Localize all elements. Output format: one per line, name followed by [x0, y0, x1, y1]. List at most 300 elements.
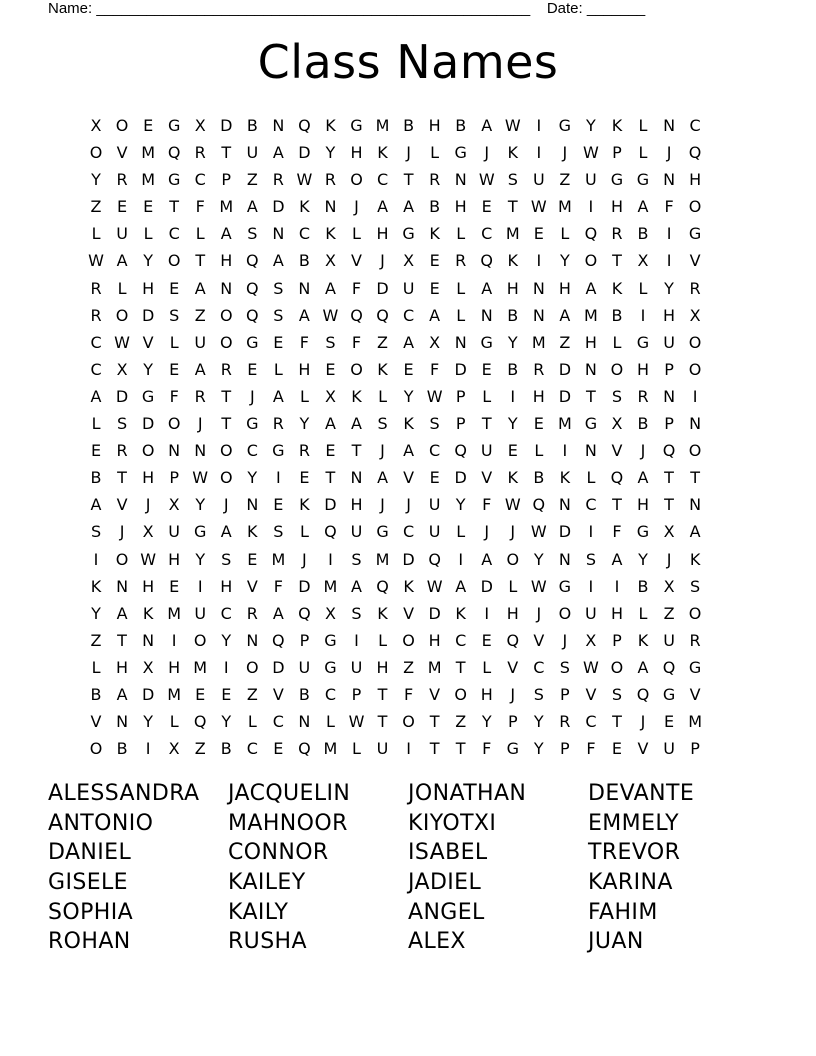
grid-letter[interactable]: E — [117, 197, 128, 217]
grid-letter[interactable]: N — [584, 359, 597, 379]
grid-letter[interactable]: N — [454, 332, 467, 352]
grid-letter[interactable]: E — [325, 441, 336, 461]
grid-letter[interactable]: F — [351, 332, 362, 352]
grid-letter[interactable]: T — [377, 684, 388, 704]
grid-letter[interactable]: V — [507, 657, 519, 677]
grid-letter[interactable]: C — [324, 684, 337, 704]
grid-letter[interactable]: P — [560, 739, 570, 759]
grid-letter[interactable]: H — [480, 684, 493, 704]
grid-letter[interactable]: W — [140, 549, 157, 569]
grid-letter[interactable]: B — [637, 414, 649, 434]
grid-letter[interactable]: B — [429, 197, 441, 217]
grid-letter[interactable]: U — [532, 170, 545, 190]
grid-letter[interactable]: R — [220, 359, 232, 379]
grid-letter[interactable]: J — [562, 143, 568, 163]
grid-letter[interactable]: Y — [533, 739, 544, 759]
grid-letter[interactable]: G — [246, 414, 259, 434]
grid-letter[interactable]: L — [195, 224, 205, 244]
grid-letter[interactable]: T — [612, 712, 622, 732]
grid-letter[interactable]: O — [558, 603, 572, 623]
grid-letter[interactable]: L — [456, 224, 466, 244]
grid-letter[interactable]: J — [302, 549, 307, 569]
grid-letter[interactable]: D — [454, 359, 467, 379]
grid-letter[interactable]: Q — [193, 712, 207, 732]
grid-letter[interactable]: I — [692, 386, 698, 406]
grid-letter[interactable]: Q — [688, 143, 702, 163]
grid-letter[interactable]: B — [298, 251, 310, 271]
grid-letter[interactable]: U — [480, 441, 493, 461]
grid-letter[interactable]: E — [273, 332, 284, 352]
grid-letter[interactable]: M — [375, 549, 390, 569]
grid-letter[interactable]: A — [637, 197, 649, 217]
grid-letter[interactable]: I — [666, 224, 672, 244]
grid-letter[interactable]: O — [219, 305, 233, 325]
grid-letter[interactable]: K — [299, 197, 310, 217]
grid-letter[interactable]: O — [167, 251, 181, 271]
grid-letter[interactable]: V — [689, 684, 701, 704]
grid-letter[interactable]: E — [403, 359, 414, 379]
grid-letter[interactable]: U — [246, 143, 259, 163]
grid-letter[interactable]: P — [664, 359, 674, 379]
grid-letter[interactable]: H — [506, 603, 519, 623]
grid-letter[interactable]: O — [115, 116, 129, 135]
grid-letter[interactable]: J — [249, 386, 255, 406]
grid-letter[interactable]: C — [455, 630, 467, 650]
grid-letter[interactable]: I — [588, 576, 594, 596]
grid-letter[interactable]: F — [664, 197, 674, 217]
grid-letter[interactable]: O — [219, 332, 233, 352]
grid-letter[interactable]: X — [429, 332, 441, 352]
grid-letter[interactable]: U — [663, 332, 675, 352]
date-blank[interactable]: _______ — [586, 0, 646, 17]
grid-letter[interactable]: U — [585, 170, 597, 190]
grid-letter[interactable]: Z — [455, 712, 467, 732]
grid-letter[interactable]: Q — [662, 657, 676, 677]
grid-letter[interactable]: Q — [376, 576, 389, 596]
grid-letter[interactable]: J — [145, 495, 151, 515]
grid-letter[interactable]: A — [298, 305, 310, 325]
grid-letter[interactable]: E — [90, 441, 102, 461]
grid-letter[interactable]: D — [480, 576, 493, 596]
grid-letter[interactable]: E — [169, 359, 180, 379]
grid-letter[interactable]: G — [324, 657, 337, 677]
grid-letter[interactable]: C — [376, 170, 389, 190]
grid-letter[interactable]: C — [298, 224, 310, 244]
grid-letter[interactable]: H — [298, 359, 311, 379]
grid-letter[interactable]: H — [428, 116, 441, 135]
grid-letter[interactable]: L — [482, 657, 492, 677]
grid-letter[interactable]: L — [638, 603, 648, 623]
grid-letter[interactable]: T — [221, 143, 232, 163]
grid-letter[interactable]: X — [194, 116, 206, 135]
grid-letter[interactable]: Y — [533, 712, 544, 732]
grid-letter[interactable]: O — [402, 712, 415, 732]
grid-letter[interactable]: U — [194, 603, 207, 623]
grid-letter[interactable]: H — [116, 657, 129, 677]
grid-letter[interactable]: A — [429, 305, 441, 325]
grid-letter[interactable]: H — [376, 657, 389, 677]
grid-letter[interactable]: O — [350, 359, 363, 379]
grid-letter[interactable]: S — [533, 684, 544, 704]
grid-letter[interactable]: A — [272, 143, 284, 163]
grid-letter[interactable]: D — [558, 359, 572, 379]
grid-letter[interactable]: N — [246, 495, 259, 515]
grid-letter[interactable]: K — [325, 116, 336, 135]
grid-letter[interactable]: T — [664, 495, 674, 515]
grid-letter[interactable]: V — [246, 576, 258, 596]
grid-letter[interactable]: D — [402, 549, 415, 569]
grid-letter[interactable]: Q — [662, 441, 676, 461]
grid-letter[interactable]: G — [558, 116, 572, 135]
grid-letter[interactable]: T — [377, 712, 388, 732]
grid-letter[interactable]: W — [426, 576, 443, 596]
grid-letter[interactable]: X — [611, 414, 623, 434]
grid-letter[interactable]: N — [532, 305, 545, 325]
grid-letter[interactable]: C — [246, 441, 258, 461]
grid-letter[interactable]: E — [273, 739, 284, 759]
grid-letter[interactable]: J — [484, 522, 490, 542]
grid-letter[interactable]: C — [194, 170, 206, 190]
grid-letter[interactable]: V — [403, 468, 415, 488]
grid-letter[interactable]: Y — [664, 278, 674, 298]
grid-letter[interactable]: E — [195, 684, 206, 704]
grid-letter[interactable]: G — [194, 522, 207, 542]
grid-letter[interactable]: G — [376, 522, 389, 542]
grid-letter[interactable]: B — [220, 739, 232, 759]
grid-letter[interactable]: A — [324, 278, 336, 298]
grid-letter[interactable]: N — [194, 441, 207, 461]
grid-letter[interactable]: M — [141, 143, 156, 163]
grid-letter[interactable]: X — [90, 116, 102, 135]
grid-letter[interactable]: Z — [90, 197, 102, 217]
grid-letter[interactable]: O — [688, 332, 702, 352]
grid-letter[interactable]: R — [194, 386, 206, 406]
grid-letter[interactable]: Q — [610, 468, 624, 488]
grid-letter[interactable]: Y — [507, 414, 518, 434]
grid-letter[interactable]: N — [689, 495, 702, 515]
grid-letter[interactable]: I — [458, 549, 464, 569]
grid-letter[interactable]: P — [299, 630, 310, 650]
grid-letter[interactable]: K — [507, 143, 519, 163]
grid-letter[interactable]: F — [403, 684, 414, 704]
grid-letter[interactable]: W — [114, 332, 130, 352]
grid-letter[interactable]: R — [689, 278, 701, 298]
grid-letter[interactable]: O — [246, 657, 259, 677]
grid-letter[interactable]: J — [484, 143, 490, 163]
grid-letter[interactable]: E — [169, 576, 180, 596]
grid-letter[interactable]: G — [558, 576, 572, 596]
grid-letter[interactable]: T — [455, 739, 466, 759]
grid-letter[interactable]: M — [167, 603, 182, 623]
grid-letter[interactable]: C — [403, 522, 415, 542]
grid-letter[interactable]: Z — [559, 170, 571, 190]
grid-letter[interactable]: G — [584, 414, 598, 434]
grid-letter[interactable]: T — [690, 468, 700, 488]
grid-letter[interactable]: E — [143, 197, 154, 217]
grid-letter[interactable]: N — [220, 278, 233, 298]
grid-letter[interactable]: O — [89, 739, 103, 759]
grid-letter[interactable]: C — [403, 305, 415, 325]
grid-letter[interactable]: L — [586, 468, 596, 488]
grid-letter[interactable]: K — [299, 495, 310, 515]
grid-letter[interactable]: B — [637, 224, 649, 244]
grid-letter[interactable]: U — [350, 657, 363, 677]
grid-letter[interactable]: K — [611, 278, 623, 298]
grid-letter[interactable]: E — [325, 359, 336, 379]
grid-letter[interactable]: F — [273, 576, 283, 596]
grid-letter[interactable]: I — [588, 522, 594, 542]
grid-letter[interactable]: B — [403, 116, 415, 135]
grid-letter[interactable]: N — [663, 170, 676, 190]
grid-letter[interactable]: T — [169, 197, 180, 217]
grid-letter[interactable]: W — [530, 522, 547, 542]
grid-letter[interactable]: A — [116, 603, 128, 623]
grid-letter[interactable]: F — [299, 332, 309, 352]
grid-letter[interactable]: R — [559, 712, 571, 732]
grid-letter[interactable]: E — [299, 468, 310, 488]
grid-letter[interactable]: N — [350, 468, 363, 488]
grid-letter[interactable]: Y — [638, 549, 648, 569]
grid-letter[interactable]: L — [456, 278, 466, 298]
grid-letter[interactable]: I — [93, 549, 99, 569]
grid-letter[interactable]: K — [507, 468, 519, 488]
grid-letter[interactable]: I — [536, 116, 542, 135]
grid-letter[interactable]: N — [272, 224, 285, 244]
grid-letter[interactable]: Y — [559, 251, 570, 271]
grid-letter[interactable]: X — [403, 251, 415, 271]
grid-letter[interactable]: B — [455, 116, 467, 135]
grid-letter[interactable]: W — [296, 170, 313, 190]
grid-letter[interactable]: P — [455, 414, 466, 434]
grid-letter[interactable]: C — [689, 116, 701, 135]
grid-letter[interactable]: E — [481, 359, 492, 379]
grid-letter[interactable]: D — [558, 522, 572, 542]
grid-letter[interactable]: K — [90, 576, 102, 596]
grid-letter[interactable]: M — [141, 170, 156, 190]
grid-letter[interactable]: I — [666, 251, 672, 271]
grid-letter[interactable]: C — [220, 603, 232, 623]
grid-letter[interactable]: S — [169, 305, 180, 325]
grid-letter[interactable]: T — [325, 468, 336, 488]
grid-letter[interactable]: T — [455, 657, 466, 677]
grid-letter[interactable]: V — [403, 603, 415, 623]
grid-letter[interactable]: W — [322, 305, 339, 325]
grid-letter[interactable]: A — [194, 278, 206, 298]
grid-letter[interactable]: U — [428, 522, 441, 542]
grid-letter[interactable]: T — [481, 414, 492, 434]
grid-letter[interactable]: N — [168, 441, 181, 461]
grid-letter[interactable]: K — [377, 603, 388, 623]
grid-letter[interactable]: X — [637, 251, 649, 271]
grid-letter[interactable]: H — [636, 359, 650, 379]
grid-letter[interactable]: W — [504, 495, 521, 515]
grid-letter[interactable]: G — [272, 441, 285, 461]
grid-letter[interactable]: A — [272, 251, 284, 271]
grid-letter[interactable]: J — [406, 143, 411, 163]
grid-letter[interactable]: Y — [195, 495, 206, 515]
grid-letter[interactable]: N — [116, 712, 129, 732]
grid-letter[interactable]: G — [324, 630, 337, 650]
grid-letter[interactable]: O — [454, 684, 467, 704]
grid-letter[interactable]: D — [141, 684, 155, 704]
grid-letter[interactable]: G — [506, 739, 519, 759]
grid-letter[interactable]: S — [559, 657, 570, 677]
grid-letter[interactable]: C — [585, 712, 597, 732]
grid-letter[interactable]: H — [168, 657, 181, 677]
grid-letter[interactable]: T — [507, 197, 518, 217]
grid-letter[interactable]: U — [350, 522, 363, 542]
grid-letter[interactable]: O — [141, 441, 155, 461]
grid-letter[interactable]: I — [536, 143, 542, 163]
grid-letter[interactable]: V — [611, 441, 623, 461]
grid-letter[interactable]: O — [219, 468, 233, 488]
grid-letter[interactable]: I — [223, 657, 229, 677]
grid-letter[interactable]: L — [638, 116, 648, 135]
grid-letter[interactable]: M — [323, 739, 338, 759]
grid-letter[interactable]: T — [221, 386, 232, 406]
grid-letter[interactable]: W — [88, 251, 104, 271]
grid-letter[interactable]: A — [377, 468, 389, 488]
grid-letter[interactable]: H — [636, 495, 650, 515]
grid-letter[interactable]: J — [197, 414, 203, 434]
grid-letter[interactable]: Y — [91, 170, 101, 190]
grid-letter[interactable]: M — [323, 576, 338, 596]
grid-letter[interactable]: L — [456, 305, 466, 325]
grid-letter[interactable]: C — [168, 224, 180, 244]
grid-letter[interactable]: J — [406, 495, 411, 515]
grid-letter[interactable]: X — [689, 305, 701, 325]
grid-letter[interactable]: X — [142, 522, 154, 542]
grid-letter[interactable]: E — [429, 251, 440, 271]
grid-letter[interactable]: Y — [481, 712, 492, 732]
grid-letter[interactable]: B — [507, 305, 519, 325]
grid-letter[interactable]: U — [194, 332, 207, 352]
grid-letter[interactable]: E — [247, 549, 258, 569]
grid-letter[interactable]: J — [666, 143, 672, 163]
grid-letter[interactable]: Q — [584, 224, 598, 244]
grid-letter[interactable]: D — [272, 197, 285, 217]
grid-letter[interactable]: M — [375, 116, 390, 135]
grid-letter[interactable]: X — [168, 739, 180, 759]
grid-letter[interactable]: Q — [272, 630, 285, 650]
grid-letter[interactable]: V — [637, 739, 649, 759]
grid-letter[interactable]: K — [325, 224, 336, 244]
grid-letter[interactable]: T — [429, 712, 440, 732]
grid-letter[interactable]: N — [142, 630, 155, 650]
grid-letter[interactable]: G — [610, 170, 624, 190]
grid-letter[interactable]: E — [221, 684, 232, 704]
grid-letter[interactable]: Z — [246, 170, 258, 190]
grid-letter[interactable]: X — [142, 657, 154, 677]
grid-letter[interactable]: W — [530, 576, 547, 596]
grid-letter[interactable]: O — [688, 603, 702, 623]
grid-letter[interactable]: R — [298, 441, 310, 461]
grid-letter[interactable]: A — [481, 278, 493, 298]
grid-letter[interactable]: Q — [350, 305, 363, 325]
grid-letter[interactable]: Y — [299, 414, 310, 434]
grid-letter[interactable]: E — [169, 278, 180, 298]
grid-letter[interactable]: R — [429, 170, 441, 190]
grid-letter[interactable]: B — [116, 739, 128, 759]
grid-letter[interactable]: L — [91, 414, 101, 434]
grid-letter[interactable]: Y — [221, 712, 232, 732]
grid-letter[interactable]: S — [507, 170, 518, 190]
grid-letter[interactable]: K — [689, 549, 701, 569]
grid-letter[interactable]: V — [585, 684, 597, 704]
grid-letter[interactable]: E — [429, 468, 440, 488]
grid-letter[interactable]: E — [507, 441, 518, 461]
grid-letter[interactable]: P — [690, 739, 700, 759]
grid-letter[interactable]: M — [167, 684, 182, 704]
grid-letter[interactable]: Q — [324, 522, 337, 542]
grid-letter[interactable]: C — [429, 441, 441, 461]
grid-letter[interactable]: K — [455, 603, 466, 623]
grid-letter[interactable]: S — [90, 522, 102, 542]
grid-letter[interactable]: M — [219, 197, 234, 217]
grid-letter[interactable]: L — [638, 278, 648, 298]
grid-letter[interactable]: D — [376, 278, 389, 298]
grid-letter[interactable]: H — [506, 278, 519, 298]
grid-letter[interactable]: E — [533, 224, 544, 244]
grid-letter[interactable]: R — [194, 143, 206, 163]
grid-letter[interactable]: N — [663, 386, 676, 406]
grid-letter[interactable]: R — [324, 170, 336, 190]
grid-letter[interactable]: J — [640, 712, 646, 732]
grid-letter[interactable]: S — [585, 549, 596, 569]
grid-letter[interactable]: S — [273, 305, 284, 325]
grid-letter[interactable]: J — [562, 630, 568, 650]
grid-letter[interactable]: A — [116, 251, 128, 271]
grid-letter[interactable]: V — [689, 251, 701, 271]
grid-letter[interactable]: Q — [454, 441, 467, 461]
grid-letter[interactable]: L — [247, 712, 257, 732]
grid-letter[interactable]: O — [115, 305, 129, 325]
grid-letter[interactable]: A — [481, 549, 493, 569]
grid-letter[interactable]: D — [454, 468, 467, 488]
grid-letter[interactable]: S — [690, 576, 701, 596]
grid-letter[interactable]: N — [116, 576, 129, 596]
grid-letter[interactable]: K — [637, 630, 649, 650]
grid-letter[interactable]: Z — [90, 630, 102, 650]
grid-letter[interactable]: L — [482, 386, 492, 406]
grid-letter[interactable]: Z — [246, 684, 258, 704]
grid-letter[interactable]: S — [221, 549, 232, 569]
name-blank[interactable]: ____________________________________________________ — [96, 0, 531, 17]
grid-letter[interactable]: H — [610, 603, 623, 623]
grid-letter[interactable]: Y — [247, 468, 258, 488]
grid-letter[interactable]: F — [612, 522, 622, 542]
grid-letter[interactable]: E — [429, 278, 440, 298]
grid-letter[interactable]: Q — [506, 630, 520, 650]
grid-letter[interactable]: P — [664, 414, 674, 434]
grid-letter[interactable]: W — [530, 197, 547, 217]
grid-letter[interactable]: Q — [246, 251, 259, 271]
grid-letter[interactable]: M — [584, 305, 598, 325]
grid-letter[interactable]: W — [504, 116, 521, 135]
grid-letter[interactable]: G — [688, 657, 702, 677]
grid-letter[interactable]: D — [220, 116, 233, 135]
grid-letter[interactable]: B — [246, 116, 258, 135]
grid-letter[interactable]: A — [637, 657, 649, 677]
grid-letter[interactable]: Q — [532, 495, 546, 515]
grid-letter[interactable]: B — [533, 468, 545, 488]
grid-letter[interactable]: L — [169, 332, 179, 352]
grid-letter[interactable]: B — [298, 684, 310, 704]
grid-letter[interactable]: U — [298, 657, 311, 677]
grid-letter[interactable]: J — [666, 549, 672, 569]
grid-letter[interactable]: H — [584, 332, 597, 352]
grid-letter[interactable]: O — [688, 197, 702, 217]
